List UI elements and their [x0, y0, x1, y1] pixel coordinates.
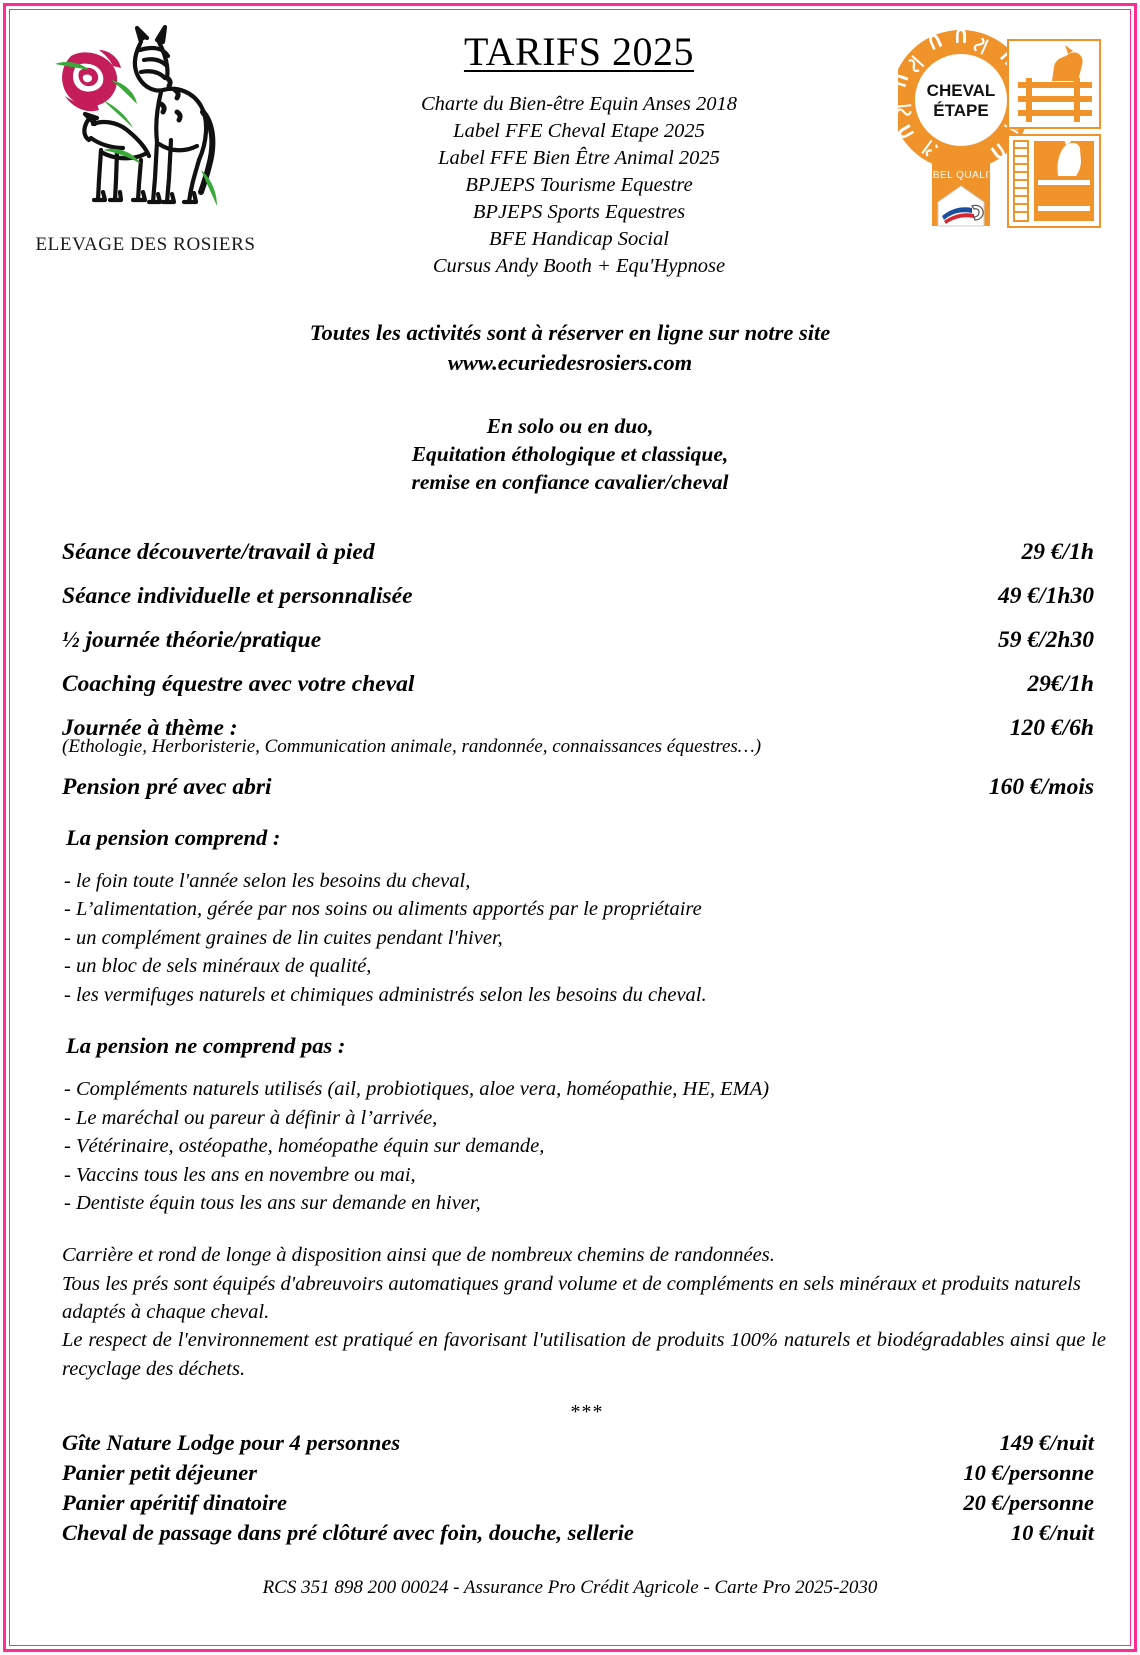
price-amount: 160 €/mois	[988, 773, 1094, 800]
offer-notice	[14, 413, 1126, 497]
offer-line-3: remise en confiance cavalier/cheval	[411, 469, 729, 494]
price-label: Séance individuelle et personnalisée	[62, 582, 413, 609]
price-list	[14, 539, 1126, 801]
price-row	[62, 627, 1112, 654]
price-label: Cheval de passage dans pré clôturé avec foin, douche, sellerie	[62, 1519, 634, 1545]
price-amount: 120 €/6h	[1009, 714, 1094, 741]
facilities-line-3: Le respect de l'environnement est pratiqué en favorisant l'utilisation de produits 100% naturels et biodégradables ainsi que le recyclage des déchets.	[62, 1329, 1106, 1380]
brand-name: ELEVAGE DES ROSIERS	[35, 234, 256, 255]
facilities-line-2: Tous les prés sont équipés d'abreuvoirs automatiques grand volume et de compléments en sels minéraux et produits naturels adaptés à chaque cheval.	[62, 1272, 1081, 1324]
list-item: - Vétérinaire, ostéopathe, homéopathe équin sur demande,	[64, 1135, 545, 1158]
page-content	[14, 14, 1126, 1641]
price-row	[62, 1460, 1112, 1486]
booking-line-1: Toutes les activités sont à réserver en ligne sur notre site	[309, 320, 831, 346]
mare-and-foal-with-rose-icon	[41, 20, 251, 232]
price-label: Pension pré avec abri	[62, 773, 272, 800]
pension-details	[14, 825, 1126, 1424]
lodging-price-list	[14, 1430, 1126, 1546]
credential-line: Charte du Bien-être Equin Anses 2018	[421, 93, 737, 115]
price-label: Coaching équestre avec votre cheval	[62, 670, 415, 697]
pension-included-list	[64, 867, 1112, 1009]
list-item: - Compléments naturels utilisés (ail, probiotiques, aloe vera, homéopathie, HE, EMA)	[64, 1078, 770, 1101]
list-item: - L’alimentation, gérée par nos soins ou aliments apportés par le propriétaire	[64, 898, 702, 921]
list-item: - Vaccins tous les ans en novembre ou mai,	[64, 1163, 416, 1186]
badge-line2: ÉTAPE	[933, 101, 989, 120]
price-row	[62, 583, 1112, 610]
elevage-des-rosiers-logo	[28, 20, 263, 256]
pension-excluded-list	[64, 1075, 1112, 1217]
ffe-cheval-etape-badge-group	[895, 20, 1110, 235]
price-label: Panier apéritif dinatoire	[62, 1489, 287, 1515]
price-row	[62, 671, 1112, 698]
offer-line-1: En solo ou en duo,	[486, 413, 654, 438]
list-item: - un complément graines de lin cuites pendant l'hiver,	[64, 926, 503, 949]
page-title: TARIFS 2025	[463, 29, 695, 74]
facilities-paragraph	[62, 1241, 1112, 1382]
credential-line: Cursus Andy Booth + Equ'Hypnose	[432, 255, 726, 278]
website-url: www.ecuriedesrosiers.com	[447, 349, 693, 375]
price-label: Panier petit déjeuner	[62, 1459, 257, 1485]
price-row	[62, 539, 1112, 566]
credential-line: Label FFE Bien Être Animal 2025	[438, 147, 720, 170]
price-amount: 29 €/1h	[1021, 538, 1094, 565]
price-row	[62, 1490, 1112, 1516]
ribbon-label: LABEL QUALITÉ	[919, 170, 1003, 181]
list-item: - les vermifuges naturels et chimiques administrés selon les besoins du cheval.	[64, 983, 707, 1006]
price-amount: 10 €/nuit	[1010, 1519, 1094, 1545]
price-amount: 59 €/2h30	[998, 626, 1094, 653]
list-item: - un bloc de sels minéraux de qualité,	[64, 955, 372, 978]
booking-notice	[14, 318, 1126, 377]
credential-line: BPJEPS Sports Equestres	[472, 201, 686, 224]
credential-line: Label FFE Cheval Etape 2025	[453, 120, 705, 143]
theme-day-note: (Ethologie, Herboristerie, Communication animale, randonnée, connaissances équestres…)	[62, 735, 762, 757]
list-item: - Le maréchal ou pareur à définir à l’arrivée,	[64, 1106, 438, 1129]
list-item: - Dentiste équin tous les ans sur demande en hiver,	[64, 1192, 481, 1214]
offer-line-2: Equitation éthologique et classique,	[411, 441, 729, 466]
pension-included-heading: La pension comprend :	[66, 824, 281, 850]
price-label: Séance découverte/travail à pied	[62, 538, 375, 565]
credential-line: BFE Handicap Social	[489, 228, 669, 251]
section-separator: ***	[570, 1400, 604, 1423]
price-amount: 29€/1h	[1027, 670, 1094, 697]
pension-excluded-heading: La pension ne comprend pas :	[66, 1033, 346, 1059]
credential-line: BPJEPS Tourisme Equestre	[465, 174, 693, 197]
list-item: - le foin toute l'année selon les besoins du cheval,	[64, 869, 471, 892]
price-amount: 10 €/personne	[963, 1459, 1094, 1485]
badge-line1: CHEVAL	[926, 81, 996, 100]
price-amount: 20 €/personne	[963, 1489, 1094, 1515]
price-label: Journée à thème :	[62, 714, 238, 741]
price-row-pension	[62, 774, 1112, 801]
legal-footer: RCS 351 898 200 00024 - Assurance Pro Crédit Agricole - Carte Pro 2025-2030	[262, 1577, 878, 1598]
price-row	[62, 1430, 1112, 1456]
header-center	[263, 20, 895, 280]
price-row	[62, 1520, 1112, 1546]
price-amount: 49 €/1h30	[998, 582, 1094, 609]
price-label: ½ journée théorie/pratique	[62, 626, 322, 653]
document-header	[14, 14, 1126, 280]
cheval-etape-label-icon	[898, 30, 1110, 235]
price-amount: 149 €/nuit	[999, 1429, 1094, 1455]
price-label: Gîte Nature Lodge pour 4 personnes	[62, 1429, 401, 1455]
facilities-line-1: Carrière et rond de longe à disposition ainsi que de nombreux chemins de randonnées.	[62, 1244, 775, 1267]
